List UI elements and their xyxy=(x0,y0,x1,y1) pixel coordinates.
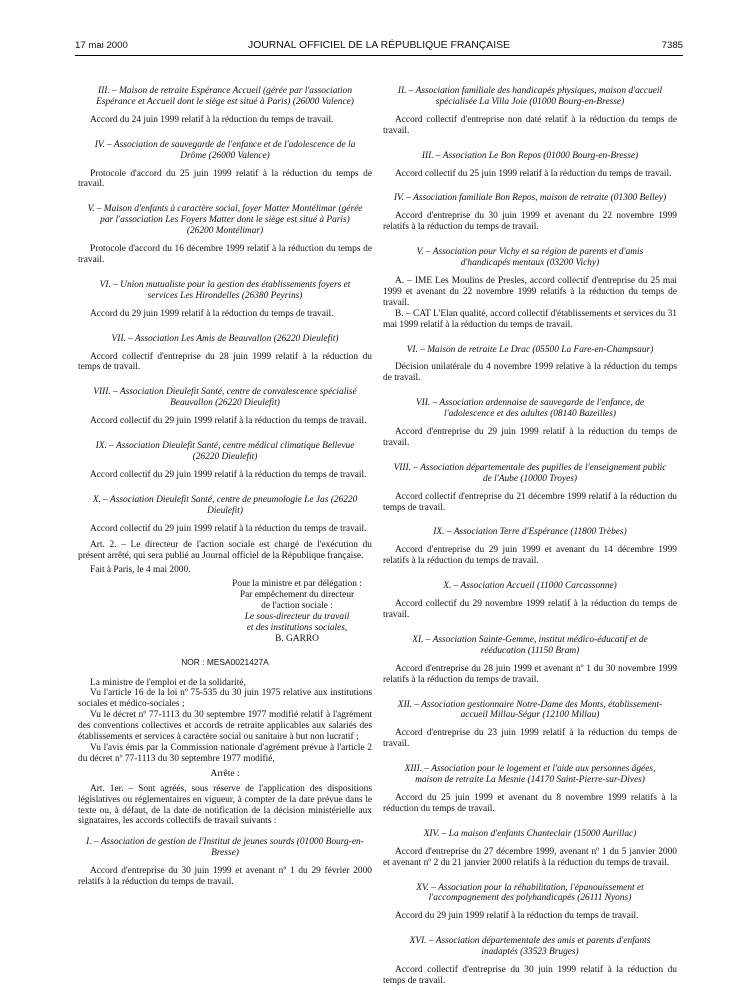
section-title: I. – Association de gestion de l'Institut de jeunes sourds (01000 Bourg-en-Bresse) xyxy=(86,837,364,859)
section-text: Accord collectif du 29 novembre 1999 relatif à la réduction du temps de travail. xyxy=(383,599,677,620)
left-column xyxy=(78,86,372,902)
section-left-9 xyxy=(78,441,372,481)
section-right-13 xyxy=(383,764,677,815)
section-title: V. – Maison d'enfants à caractère social, foyer Matter Montélimar (gérée par l'association Les Foyers Matter dont le siège est situé à Paris) (26200 Montélimar) xyxy=(87,204,363,237)
header-title: JOURNAL OFFICIEL DE LA RÉPUBLIQUE FRANÇAISE xyxy=(248,40,510,51)
section-title: VII. – Association Les Amis de Beauvallon (26220 Dieulefit) xyxy=(111,333,339,344)
section-right-7 xyxy=(383,398,677,449)
section-title: IV. – Association familiale Bon Repos, maison de retraite (01300 Belley) xyxy=(393,193,667,204)
section-title: VI. – Union mutualiste pour la gestion des établissements foyers et services Les Hirondelles (26380 Peyrins) xyxy=(99,279,351,301)
visa-2: Vu le décret nº 77-1113 du 30 septembre 1977 modifié relatif à l'agrément des conventions collectives et accords de retraite applicables aux salariés des établissements et services à caractère social ou sanitaire à but non lucratif ; xyxy=(78,710,372,743)
section-text: Accord collectif du 29 juin 1999 relatif à la réduction du temps de travail. xyxy=(90,469,367,480)
section-text: Accord d'entreprise du 30 juin 1999 et avenant nº 1 du 29 février 2000 relatifs à la réduction du temps de travail. xyxy=(78,866,372,888)
section-left-4 xyxy=(78,140,372,191)
section-text: Protocole d'accord du 16 décembre 1999 relatif à la réduction du temps de travail. xyxy=(78,244,372,265)
section-text: Accord du 29 juin 1999 relatif à la réduction du temps de travail. xyxy=(395,911,639,922)
section-right-9 xyxy=(383,527,677,567)
section-title: IX. – Association Terre d'Espérance (11800 Trèbes) xyxy=(433,527,627,538)
section-text: Décision unilatérale du 4 novembre 1999 relative à la réduction du temps de travail. xyxy=(383,362,677,384)
section-right-15 xyxy=(383,883,677,923)
signature-line: Le sous-directeur du travail xyxy=(244,611,350,622)
section-left-7 xyxy=(78,334,372,374)
section-right-16 xyxy=(383,936,677,987)
section-left-5 xyxy=(78,204,372,266)
section-text: A. – IME Les Moulins de Presles, accord collectif d'entreprise du 25 mai 1999 et avenant du 22 novembre 1999 relatifs à la réduction du temps de travail. xyxy=(383,275,677,308)
section-right-5 xyxy=(383,247,677,330)
section-title: VI. – Maison de retraite Le Drac (05500 La Fare-en-Champsaur) xyxy=(406,344,654,355)
section-left-6 xyxy=(78,280,372,320)
section-left-1 xyxy=(78,837,372,888)
section-text: Accord du 24 juin 1999 relatif à la réduction du temps de travail. xyxy=(90,114,334,125)
section-title: IX. – Association Dieulefit Santé, centre médical climatique Bellevue (26220 Dieulefit) xyxy=(95,441,355,462)
section-title: VIII. – Association départementale des pupilles de l'enseignement public de l'Aube (10000 Troyes) xyxy=(393,462,667,484)
arrete-heading: Arrête : xyxy=(210,768,240,779)
section-text: Accord d'entreprise du 23 juin 1999 relatif à la réduction du temps de travail. xyxy=(383,728,677,750)
signature-line: et des institutions sociales, xyxy=(246,622,348,633)
section-title: V. – Association pour Vichy et sa région de parents et d'amis d'handicapés mentaux (03200 Vichy) xyxy=(416,247,644,269)
section-right-3 xyxy=(383,151,677,180)
section-title: III. – Maison de retraite Espérance Accueil (gérée par l'association Espérance et Accueil dont le siège est situé à Paris) (26000 Valence) xyxy=(96,86,354,107)
section-text: Accord d'entreprise du 29 juin 1999 et avenant du 14 décembre 1999 relatifs à la réduction du temps de travail. xyxy=(383,545,677,567)
section-right-14 xyxy=(383,829,677,869)
section-title: XII. – Association gestionnaire Notre-Dame des Monts, établissement-accueil Millau-Ségur (12100 Millau) xyxy=(397,699,663,721)
section-title: VII. – Association ardennaise de sauvegarde de l'enfance, de l'adolescence et des adultes (08140 Bazeilles) xyxy=(415,398,645,420)
section-text: Accord collectif d'entreprise du 30 juin 1999 relatif à la réduction du temps de travail. xyxy=(383,965,677,986)
visa-3: Vu l'avis émis par la Commission nationale d'agrément prévue à l'article 2 du décret nº 77-1113 du 30 septembre 1977 modifié, xyxy=(78,742,372,764)
section-title: XIV. – La maison d'enfants Chanteclair (15000 Aurillac) xyxy=(423,828,637,839)
page-header xyxy=(75,40,683,56)
signed-at: Fait à Paris, le 4 mai 2000. xyxy=(90,565,191,576)
section-text: Accord collectif du 25 juin 1999 relatif à la réduction du temps de travail. xyxy=(395,168,672,179)
section-text: Accord du 25 juin 1999 et avenant du 8 novembre 1999 relatifs à la réduction du temps de travail. xyxy=(383,792,677,814)
header-date: 17 mai 2000 xyxy=(75,40,128,51)
section-text: Protocole d'accord du 25 juin 1999 relatif à la réduction du temps de travail. xyxy=(78,168,372,190)
header-page-number: 7385 xyxy=(661,40,683,51)
nor-reference: NOR : MESA0021427A xyxy=(181,656,269,667)
signature-block xyxy=(222,579,372,644)
visa-1: Vu l'article 16 de la loi nº 75-535 du 30 juin 1975 relative aux institutions sociales et médico-sociales ; xyxy=(78,688,372,710)
section-title: IV. – Association de sauvegarde de l'enfance et de l'adolescence de la Drôme (26000 Valence) xyxy=(94,139,356,161)
section-title: XVI. – Association départementale des amis et parents d'enfants inadaptés (33523 Bruges) xyxy=(409,936,651,958)
signature-line: Par empêchement du directeur xyxy=(239,590,355,601)
section-text: Accord collectif du 29 juin 1999 relatif à la réduction du temps de travail. xyxy=(90,416,367,427)
section-right-8 xyxy=(383,463,677,514)
article-1: Art. 1er. – Sont agréés, sous réserve de l'application des dispositions législatives ou réglementaires en vigueur, à compter de la date prévue dans le texte ou, à défaut, de la date de notification de la décision ministérielle aux signataires, les accords collectifs de travail suivants : xyxy=(78,783,372,827)
section-left-8 xyxy=(78,387,372,427)
section-title: VIII. – Association Dieulefit Santé, centre de convalescence spécialisé Beauvallon (26220 Dieulefit) xyxy=(93,387,357,409)
article-2: Art. 2. – Le directeur de l'action sociale est chargé de l'exécution du présent arrêté, qui sera publié au Journal officiel de la République française. xyxy=(78,540,372,562)
section-title: X. – Association Dieulefit Santé, centre de pneumologie Le Jas (26220 Dieulefit) xyxy=(92,494,358,516)
signature-line: de l'action sociale : xyxy=(261,601,333,611)
signatory-name: B. GARRO xyxy=(275,633,319,644)
section-text: Accord collectif d'entreprise du 28 juin 1999 relatif à la réduction du temps de travail. xyxy=(78,351,372,373)
section-title: XI. – Association Sainte-Gemme, institut médico-éducatif et de rééducation (11150 Bram) xyxy=(412,634,648,656)
section-text: Accord d'entreprise du 28 juin 1999 et avenant nº 1 du 30 novembre 1999 relatifs à la réduction du temps de travail. xyxy=(383,663,677,685)
section-text: Accord du 29 juin 1999 relatif à la réduction du temps de travail. xyxy=(90,308,334,319)
section-title: II. – Association familiale des handicapés physiques, maison d'accueil spécialisée La Villa Joie (01000 Bourg-en-Bresse) xyxy=(397,86,663,107)
section-right-11 xyxy=(383,635,677,686)
section-right-10 xyxy=(383,581,677,621)
section-title: X. – Association Accueil (11000 Carcassonne) xyxy=(443,581,617,592)
section-right-2 xyxy=(383,86,677,137)
section-text: Accord collectif d'entreprise du 21 décembre 1999 relatif à la réduction du temps de travail. xyxy=(383,491,677,513)
section-right-12 xyxy=(383,700,677,751)
section-text: Accord d'entreprise du 30 juin 1999 et avenant du 22 novembre 1999 relatifs à la réduction du temps de travail. xyxy=(383,211,677,233)
section-right-6 xyxy=(383,345,677,385)
section-text: Accord d'entreprise du 27 décembre 1999, avenant nº 1 du 5 janvier 2000 et avenant nº 2 du 21 janvier 2000 relatifs à la réduction du temps de travail. xyxy=(383,846,677,868)
section-left-3 xyxy=(78,86,372,126)
section-title: XIII. – Association pour le logement et l'aide aux personnes âgées, maison de retraite La Mesnie (14170 Saint-Pierre-sur-Dives) xyxy=(404,764,656,786)
section-text: B. – CAT L'Elan qualité, accord collectif d'établissements et services du 31 mai 1999 relatif à la réduction du temps de travail. xyxy=(383,308,677,330)
section-text: Accord d'entreprise du 29 juin 1999 relatif à la réduction du temps de travail. xyxy=(383,427,677,448)
section-title: XV. – Association pour la réhabilitation, l'épanouissement et l'accompagnement des polyhandicapés (26111 Nyons) xyxy=(416,882,644,904)
section-text: Accord collectif du 29 juin 1999 relatif à la réduction du temps de travail. xyxy=(90,523,367,534)
signature-line: Pour la ministre et par délégation : xyxy=(232,579,362,590)
section-text: Accord collectif d'entreprise non daté relatif à la réduction du temps de travail. xyxy=(383,114,677,136)
right-column xyxy=(383,86,677,990)
minister-line: La ministre de l'emploi et de la solidarité, xyxy=(90,677,246,688)
section-title: III. – Association Le Bon Repos (01000 Bourg-en-Bresse) xyxy=(421,150,639,161)
header-rule xyxy=(75,55,683,56)
section-left-10 xyxy=(78,495,372,535)
section-right-4 xyxy=(383,193,677,233)
